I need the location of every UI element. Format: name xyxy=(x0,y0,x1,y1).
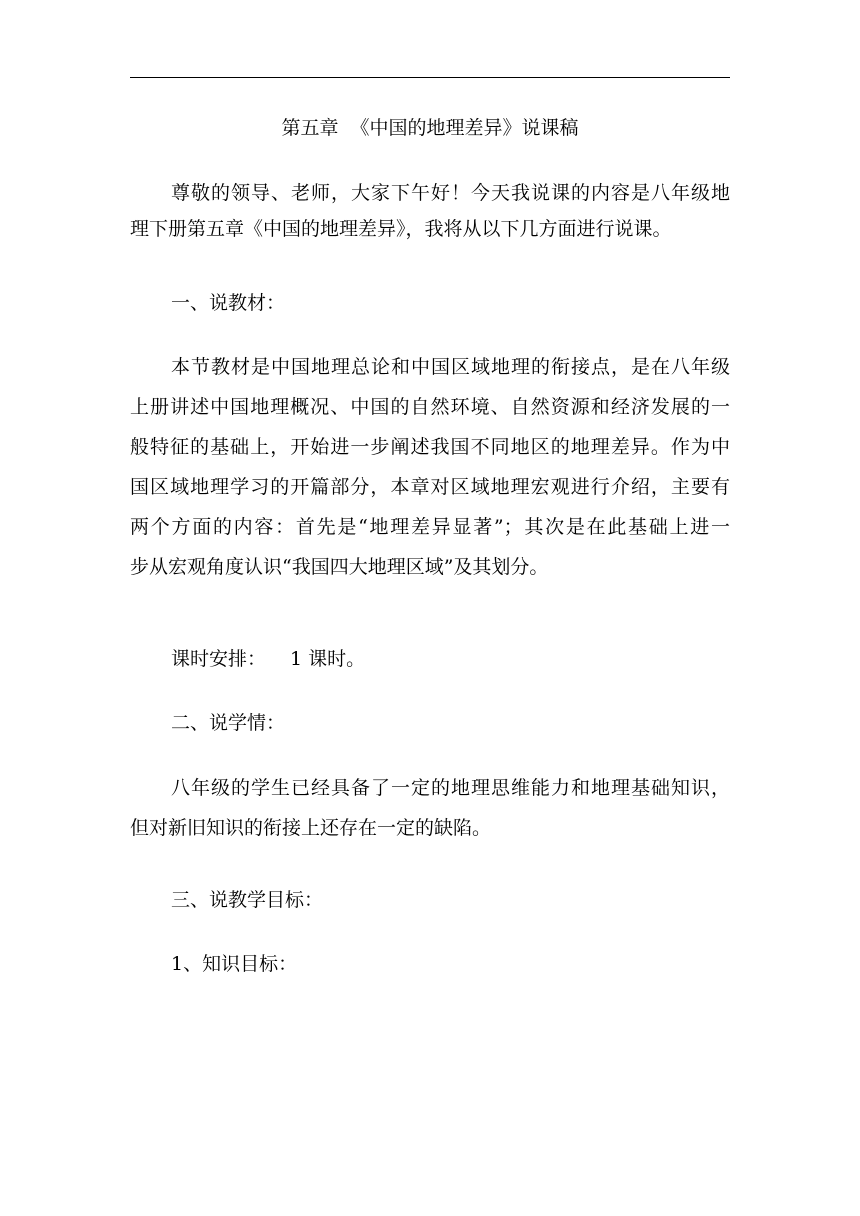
section2-paragraph xyxy=(130,770,730,846)
section1-paragraph xyxy=(130,349,730,585)
section2-heading: 二、说学情： xyxy=(171,712,286,734)
section1-line-3: 般特征的基础上，开始进一步阐述我国不同地区的地理差异。作为中 xyxy=(130,436,730,458)
section2-heading-block xyxy=(130,705,730,741)
section1-line-1: 本节教材是中国地理总论和中国区域地理的衔接点，是在八年级 xyxy=(171,356,730,378)
section1-line-6: 步从宏观角度认识“我国四大地理区域”及其划分。 xyxy=(130,556,549,578)
subsection1-heading-block xyxy=(130,946,730,982)
schedule-label: 课时安排： xyxy=(171,648,267,670)
section1-line-5: 两个方面的内容：首先是“地理差异显著”；其次是在此基础上进一 xyxy=(130,516,730,538)
intro-line-1: 尊敬的领导、老师，大家下午好！今天我说课的内容是八年级地 xyxy=(171,182,730,204)
intro-paragraph xyxy=(130,175,730,247)
document-title: 第五章 《中国的地理差异》说课稿 xyxy=(281,117,579,139)
section1-heading-block xyxy=(130,285,730,321)
schedule-value: 1 课时。 xyxy=(290,648,366,670)
section1-heading: 一、说教材： xyxy=(171,292,286,314)
schedule-line xyxy=(130,641,730,677)
section1-line-4: 国区域地理学习的开篇部分，本章对区域地理宏观进行介绍，主要有 xyxy=(130,476,730,498)
section3-heading-block xyxy=(130,882,730,918)
section1-line-2: 上册讲述中国地理概况、中国的自然环境、自然资源和经济发展的一 xyxy=(130,396,730,418)
section2-line-1: 八年级的学生已经具备了一定的地理思维能力和地理基础知识， xyxy=(171,777,730,799)
subsection1-heading: 1、知识目标： xyxy=(171,953,298,975)
section3-heading: 三、说教学目标： xyxy=(171,889,324,911)
schedule-block xyxy=(130,641,730,677)
section2-line-2: 但对新旧知识的衔接上还存在一定的缺陷。 xyxy=(130,817,492,839)
intro-line-2: 理下册第五章《中国的地理差异》，我将从以下几方面进行说课。 xyxy=(130,218,672,240)
header-rule xyxy=(130,77,730,78)
